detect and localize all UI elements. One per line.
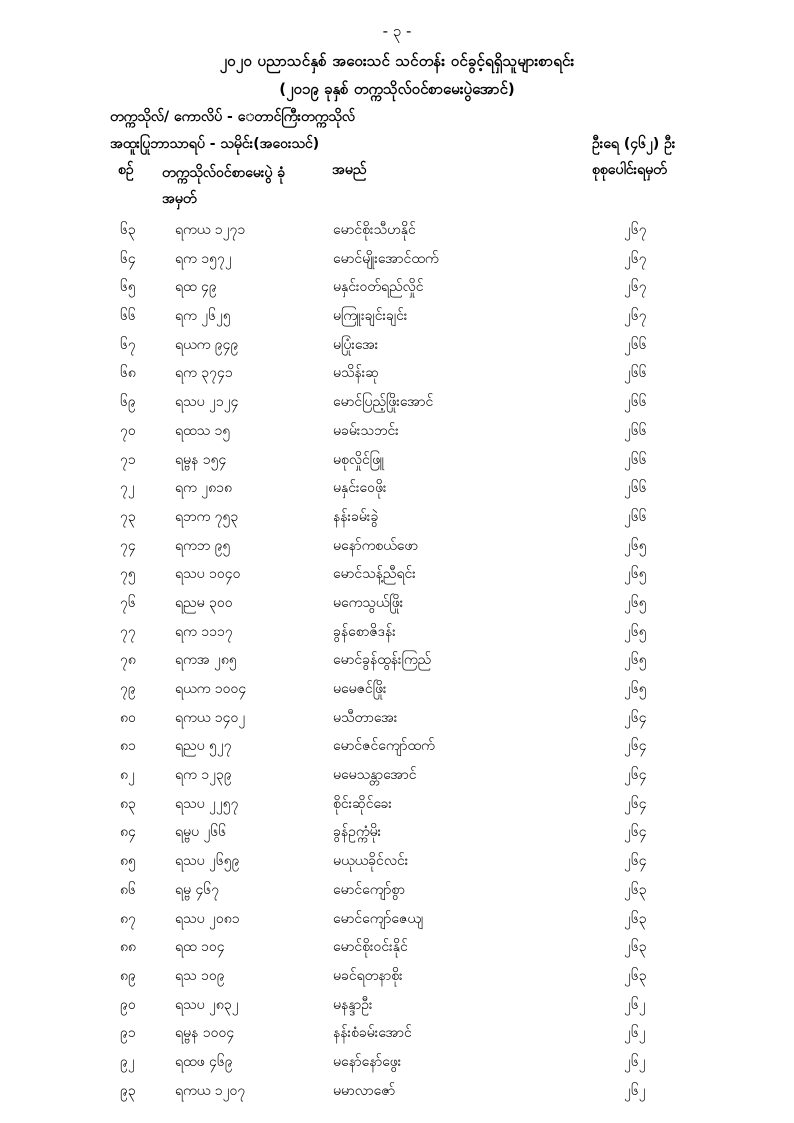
row-student-name: ခွန်စောဇိဒန်း xyxy=(333,623,396,640)
row-total-marks: ၂၆၂ xyxy=(624,1082,646,1099)
table-row xyxy=(0,363,794,392)
row-serial-no: ၆၇ xyxy=(120,336,136,353)
table-row xyxy=(0,851,794,880)
row-total-marks: ၂၆၆ xyxy=(624,451,647,468)
row-total-marks: ၂၆၂ xyxy=(624,996,646,1013)
row-serial-no: ၈၂ xyxy=(120,767,135,784)
header-roll-number: တက္ကသိုလ်ဝင်စာမေးပွဲ ခုံအမှတ် xyxy=(162,165,286,207)
row-student-name: စိုင်းဆိုင်ခေး xyxy=(333,795,392,812)
row-student-name: မောင်ပြည့်ဖြိုးအောင် xyxy=(333,394,434,411)
row-roll-number: ရကယ ၁၂၀၇ xyxy=(175,1082,246,1099)
table-row xyxy=(0,650,794,679)
row-total-marks: ၂၆၇ xyxy=(624,222,647,238)
row-serial-no: ၇၅ xyxy=(120,566,136,583)
row-roll-number: ရညပ ၅၂၇ xyxy=(175,738,232,755)
row-roll-number: ရယက ၁၀၀၄ xyxy=(175,681,247,697)
header-serial-no: စဉ် xyxy=(118,162,134,178)
table-row xyxy=(0,736,794,765)
row-serial-no: ၈၆ xyxy=(120,881,136,898)
row-student-name: ခွန်ဥက္ကံမိုး xyxy=(333,824,382,841)
table-row xyxy=(0,966,794,995)
header-name: အမည် xyxy=(332,162,367,178)
row-total-marks: ၂၆၃ xyxy=(624,967,647,984)
row-total-marks: ၂၆၆ xyxy=(624,365,647,382)
row-student-name: မသီတာအေး xyxy=(333,709,398,726)
row-total-marks: ၂၆၄ xyxy=(624,795,647,812)
row-serial-no: ၈၄ xyxy=(120,824,136,841)
row-total-marks: ၂၆၆ xyxy=(624,508,647,525)
table-row xyxy=(0,880,794,909)
row-total-marks: ၂၆၄ xyxy=(624,824,647,841)
row-total-marks: ၂၆၄ xyxy=(624,738,647,755)
row-serial-no: ၈၉ xyxy=(120,967,136,984)
row-student-name: မနှင်းဝတ်ရည်လှိုင် xyxy=(333,279,424,296)
table-row xyxy=(0,1023,794,1052)
table-row xyxy=(0,335,794,364)
row-serial-no: ၇၇ xyxy=(120,623,136,640)
row-serial-no: ၆၅ xyxy=(120,279,136,296)
table-row xyxy=(0,564,794,593)
row-total-marks: ၂၆၄ xyxy=(624,709,647,726)
row-total-marks: ၂၆၇ xyxy=(624,279,647,296)
row-total-marks: ၂၆၇ xyxy=(624,308,647,325)
row-serial-no: ၇၉ xyxy=(120,681,136,697)
table-row xyxy=(0,1052,794,1081)
table-row xyxy=(0,392,794,421)
row-roll-number: ရက ၁၁၁၇ xyxy=(175,623,233,640)
row-student-name: မကြူးချင်းချင်း xyxy=(333,308,408,325)
row-student-name: မပြုံးအေး xyxy=(333,336,379,353)
row-roll-number: ရသပ ၂၂၅၇ xyxy=(175,795,239,812)
row-roll-number: ရမ္ဗန ၁၅၄ xyxy=(175,451,227,468)
row-roll-number: ရသပ ၂၀၈၁ xyxy=(175,910,240,927)
table-row xyxy=(0,1081,794,1110)
table-row xyxy=(0,593,794,622)
row-total-marks: ၂၆၄ xyxy=(624,767,647,784)
table-row xyxy=(0,507,794,536)
row-student-name: မနော်နော်ဖွေး xyxy=(333,1053,402,1070)
row-student-name: မခင်ရတနာစိုး xyxy=(333,967,403,984)
page-number: - ၃ - xyxy=(382,22,412,40)
row-student-name: မောင်ကျော်စွာ xyxy=(333,881,406,898)
row-roll-number: ရသပ ၁၀၄၀ xyxy=(175,566,241,583)
table-row xyxy=(0,794,794,823)
row-serial-no: ၆၈ xyxy=(120,365,136,382)
row-serial-no: ၈၃ xyxy=(120,795,136,812)
row-total-marks: ၂၆၃ xyxy=(624,939,647,956)
row-roll-number: ရသပ ၂၈၃၂ xyxy=(175,996,239,1013)
row-student-name: မောင်သန့်ညီရင်း xyxy=(333,566,416,583)
row-roll-number: ရက ၁၅၇၂ xyxy=(175,250,232,267)
row-roll-number: ရသပ ၂၆၅၉ xyxy=(175,853,240,870)
table-row xyxy=(0,249,794,278)
row-serial-no: ၈၀ xyxy=(120,709,136,726)
row-roll-number: ရကယ ၁၂၇၁ xyxy=(175,222,246,238)
row-total-marks: ၂၆၅ xyxy=(624,594,647,611)
row-total-marks: ၂၆၃ xyxy=(624,910,647,927)
row-total-marks: ၂၆၅ xyxy=(624,537,647,554)
table-row xyxy=(0,909,794,938)
row-total-marks: ၂၆၆ xyxy=(624,480,647,497)
row-total-marks: ၂၆၂ xyxy=(624,1025,646,1042)
row-student-name: မသိန်းဆု xyxy=(333,365,379,382)
row-total-marks: ၂၆၅ xyxy=(624,623,647,640)
row-serial-no: ၇၃ xyxy=(120,508,136,525)
row-student-name: မောင်ခွန်ထွန်းကြည် xyxy=(333,652,432,669)
row-roll-number: ရမ္ဗပ ၂၆၆ xyxy=(175,824,227,841)
table-row xyxy=(0,450,794,479)
student-list xyxy=(0,220,794,1109)
row-total-marks: ၂၆၇ xyxy=(624,250,647,267)
row-total-marks: ၂၆၆ xyxy=(624,336,647,353)
row-student-name: မောင်မျိုးအောင်ထက် xyxy=(333,250,439,267)
row-serial-no: ၇၄ xyxy=(120,537,136,554)
row-student-name: မနန္ဒာဦး xyxy=(333,996,373,1013)
row-student-name: မနှင်းဝေဖိုး xyxy=(333,480,387,497)
row-roll-number: ရက ၁၂၃၉ xyxy=(175,767,232,784)
row-serial-no: ၈၈ xyxy=(120,939,136,956)
row-roll-number: ရကဘ ၉၅ xyxy=(175,537,231,554)
table-row xyxy=(0,622,794,651)
row-serial-no: ၇၀ xyxy=(120,422,136,439)
table-row xyxy=(0,708,794,737)
table-row xyxy=(0,478,794,507)
row-roll-number: ရမ္ဗ ၄၆၇ xyxy=(175,881,220,898)
row-roll-number: ရယက ၉၄၉ xyxy=(175,336,239,353)
row-roll-number: ရထသ ၁၅ xyxy=(175,422,231,439)
row-total-marks: ၂၆၂ xyxy=(624,1053,646,1070)
row-total-marks: ၂၆၅ xyxy=(624,652,647,669)
row-serial-no: ၇၈ xyxy=(120,652,136,669)
row-roll-number: ရသပ ၂၁၂၄ xyxy=(175,394,239,411)
table-row xyxy=(0,995,794,1024)
row-serial-no: ၆၃ xyxy=(120,222,136,238)
row-total-marks: ၂၆၄ xyxy=(624,853,647,870)
row-student-name: နန်းစံခမ်းအောင် xyxy=(333,1025,412,1042)
row-serial-no: ၆၆ xyxy=(120,308,136,325)
document-title: ၂၀၂၀ ပညာသင်နှစ် အဝေးသင် သင်တန်း ဝင်ခွင့်ရရှိသူများစာရင်း xyxy=(219,52,575,70)
table-row xyxy=(0,822,794,851)
row-serial-no: ၇၁ xyxy=(120,451,136,468)
row-student-name: မယုယခိုင်လင်း xyxy=(333,853,409,870)
table-row xyxy=(0,679,794,708)
row-roll-number: ရကအ ၂၈၅ xyxy=(175,652,237,669)
row-serial-no: ၈၅ xyxy=(120,853,136,870)
row-roll-number: ရက ၂၈၁၈ xyxy=(175,480,232,497)
row-total-marks: ၂၆၃ xyxy=(624,881,647,898)
table-row xyxy=(0,937,794,966)
row-serial-no: ၆၄ xyxy=(120,250,136,267)
row-serial-no: ၇၂ xyxy=(120,480,135,497)
row-roll-number: ရက ၃၇၄၁ xyxy=(175,365,233,382)
row-student-name: မမာလာဇော် xyxy=(333,1082,396,1099)
row-student-name: မမေသန္တာအောင် xyxy=(333,767,417,784)
row-serial-no: ၉၃ xyxy=(120,1082,136,1099)
total-count: ဦးရေ (၄၆၂) ဦး xyxy=(592,136,676,152)
row-total-marks: ၂၆၅ xyxy=(624,566,647,583)
table-row xyxy=(0,220,794,249)
row-student-name: မခမ်းသဘင်း xyxy=(333,422,399,439)
table-row xyxy=(0,765,794,794)
row-roll-number: ရဘက ၇၅၃ xyxy=(175,508,239,525)
row-serial-no: ၈၇ xyxy=(120,910,136,927)
table-row xyxy=(0,306,794,335)
row-roll-number: ရက ၂၆၂၅ xyxy=(175,308,231,325)
header-total-marks: စုစုပေါင်းရမှတ် xyxy=(592,162,667,178)
row-roll-number: ရမ္ဗန ၁၀၀၄ xyxy=(175,1025,235,1042)
document-subtitle: (၂၀၁၉ ခုနှစ် တက္ကသိုလ်ဝင်စာမေးပွဲအောင်) xyxy=(279,80,515,98)
row-student-name: မောင်စိုးသီဟနိုင် xyxy=(333,222,416,238)
row-student-name: မနော်ကစယ်ဖော xyxy=(333,537,419,554)
row-serial-no: ၇၆ xyxy=(120,594,136,611)
row-roll-number: ရကယ ၁၄၀၂ xyxy=(175,709,246,726)
table-row xyxy=(0,277,794,306)
table-row xyxy=(0,421,794,450)
row-serial-no: ၈၁ xyxy=(120,738,136,755)
row-serial-no: ၆၉ xyxy=(120,394,136,411)
row-roll-number: ရထ ၁၀၄ xyxy=(175,939,225,956)
row-student-name: မစုလှိုင်ဖြူ xyxy=(333,451,385,468)
row-serial-no: ၉၁ xyxy=(120,1025,136,1042)
row-roll-number: ရညမ ၃၀၀ xyxy=(175,594,233,611)
row-roll-number: ရထ ၄၉ xyxy=(175,279,217,296)
table-row xyxy=(0,536,794,565)
row-serial-no: ၉၂ xyxy=(120,1053,135,1070)
row-roll-number: ရသ ၁၀၉ xyxy=(175,967,225,984)
row-student-name: မောင်ကျော်ဇေယျ xyxy=(333,910,424,927)
row-roll-number: ရထဖ ၄၆၉ xyxy=(175,1053,233,1070)
row-total-marks: ၂၆၆ xyxy=(624,422,647,439)
row-total-marks: ၂၆၅ xyxy=(624,681,647,697)
row-student-name: မကေသွယ်ဖြိုး xyxy=(333,594,404,611)
department-line: အထူးပြုဘာသာရပ် - သမိုင်း(အဝေးသင်) xyxy=(110,136,320,152)
university-line: တက္ကသိုလ်/ ကောလိပ် - ‌ေတာင်ကြီးတက္ကသိုလ် xyxy=(110,109,356,125)
row-student-name: မောင်စိုးဝင်းနိုင် xyxy=(333,939,408,956)
row-student-name: မမေဇင်ဖြိုး xyxy=(333,681,387,697)
row-student-name: နန်းခမ်းခွဲ xyxy=(333,508,379,525)
row-student-name: မောင်ဇင်ကျော်ထက် xyxy=(333,738,435,755)
row-total-marks: ၂၆၆ xyxy=(624,394,647,411)
row-serial-no: ၉၀ xyxy=(120,996,136,1013)
